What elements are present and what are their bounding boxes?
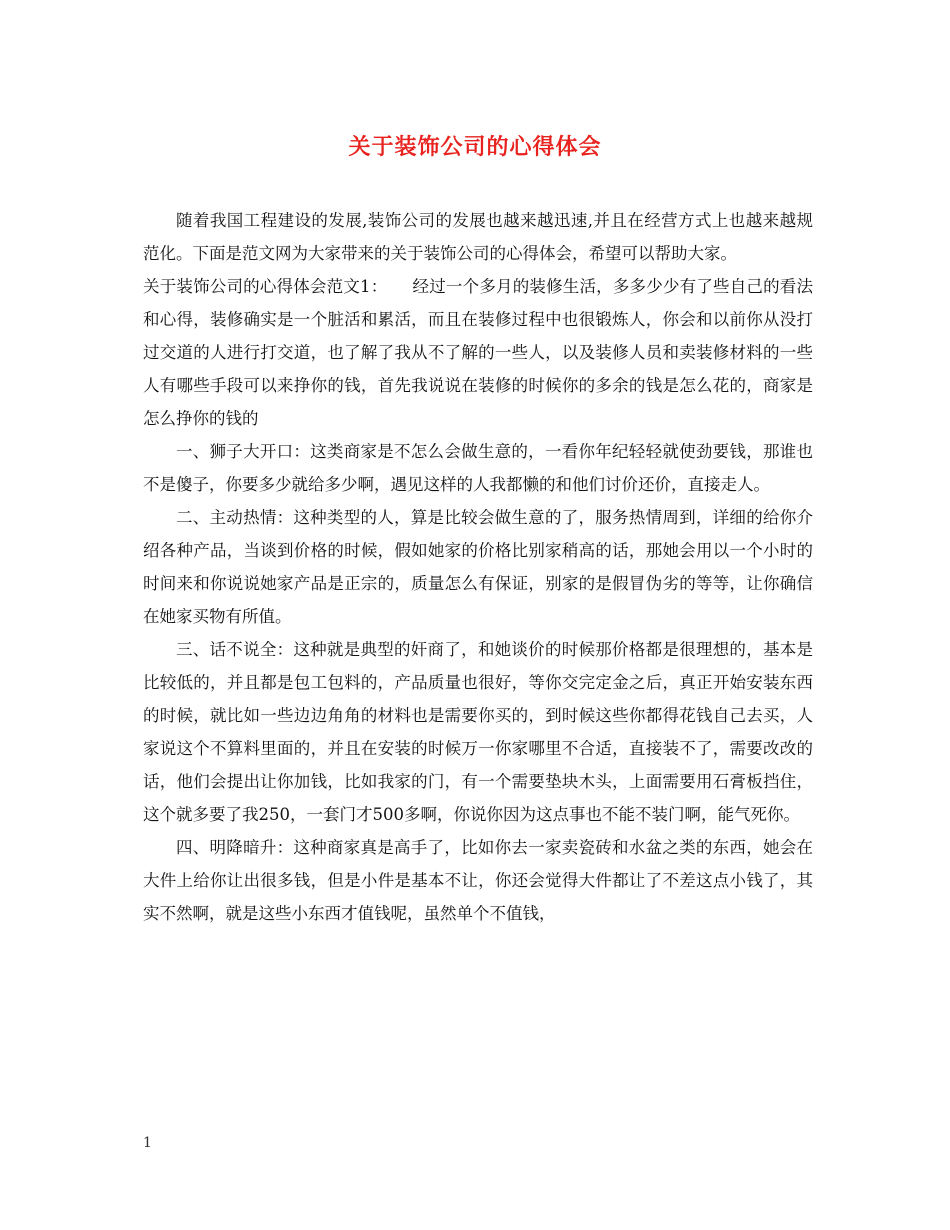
paragraph-point-1: 一、狮子大开口：这类商家是不怎么会做生意的，一看你年纪轻轻就使劲要钱，那谁也不是傻子，你要多少就给多少啊，遇见这样的人我都懒的和他们讨价还价，直接走人。: [143, 442, 813, 494]
paragraph-intro: 随着我国工程建设的发展,装饰公司的发展也越来越迅速,并且在经营方式上也越来越规范化。下面是范文网为大家带来的关于装饰公司的心得体会，希望可以帮助大家。: [143, 211, 813, 263]
paragraph-point-4: 四、明降暗升：这种商家真是高手了，比如你去一家卖瓷砖和水盆之类的东西，她会在大件上给你让出很多钱，但是小件是基本不让，你还会觉得大件都让了不差这点小钱了，其实不然啊，就是这些小东西才值钱呢，虽然单个不值钱，: [143, 838, 813, 923]
paragraph-point-2: 二、主动热情：这种类型的人，算是比较会做生意的了，服务热情周到，详细的给你介绍各种产品，当谈到价格的时候，假如她家的价格比别家稍高的话，那她会用以一个小时的时间来和你说说她家产品是正宗的，质量怎么有保证，别家的是假冒伪劣的等等，让你确信在她家买物有所值。: [143, 508, 813, 626]
document-body: [143, 204, 813, 930]
paragraph-point-3: 三、话不说全：这种就是典型的奸商了，和她谈价的时候那价格都是很理想的，基本是比较低的，并且都是包工包料的，产品质量也很好，等你交完定金之后，真正开始安装东西的时候，就比如一些边边角角的材料也是需要你买的，到时候这些你都得花钱自己去买，人家说这个不算料里面的，并且在安装的时候万一你家哪里不合适，直接装不了，需要改改的话，他们会提出让你加钱，比如我家的门，有一个需要垫块木头，上面需要用石膏板挡住，这个就多要了我250，一套门才500多啊，你说你因为这点事也不能不装门啊，能气死你。: [143, 640, 813, 824]
document-title: 关于装饰公司的心得体会: [348, 134, 602, 160]
page-number: 1: [143, 1135, 152, 1151]
paragraph-sample-1: 关于装饰公司的心得体会范文1： 经过一个多月的装修生活，多多少少有了些自己的看法和心得，装修确实是一个脏活和累活，而且在装修过程中也很锻炼人，你会和以前你从没打过交道的人进行打交道，也了解了我从不了解的一些人，以及装修人员和卖装修材料的一些人有哪些手段可以来挣你的钱，首先我说说在装修的时候你的多余的钱是怎么花的，商家是怎么挣你的钱的: [143, 277, 813, 428]
